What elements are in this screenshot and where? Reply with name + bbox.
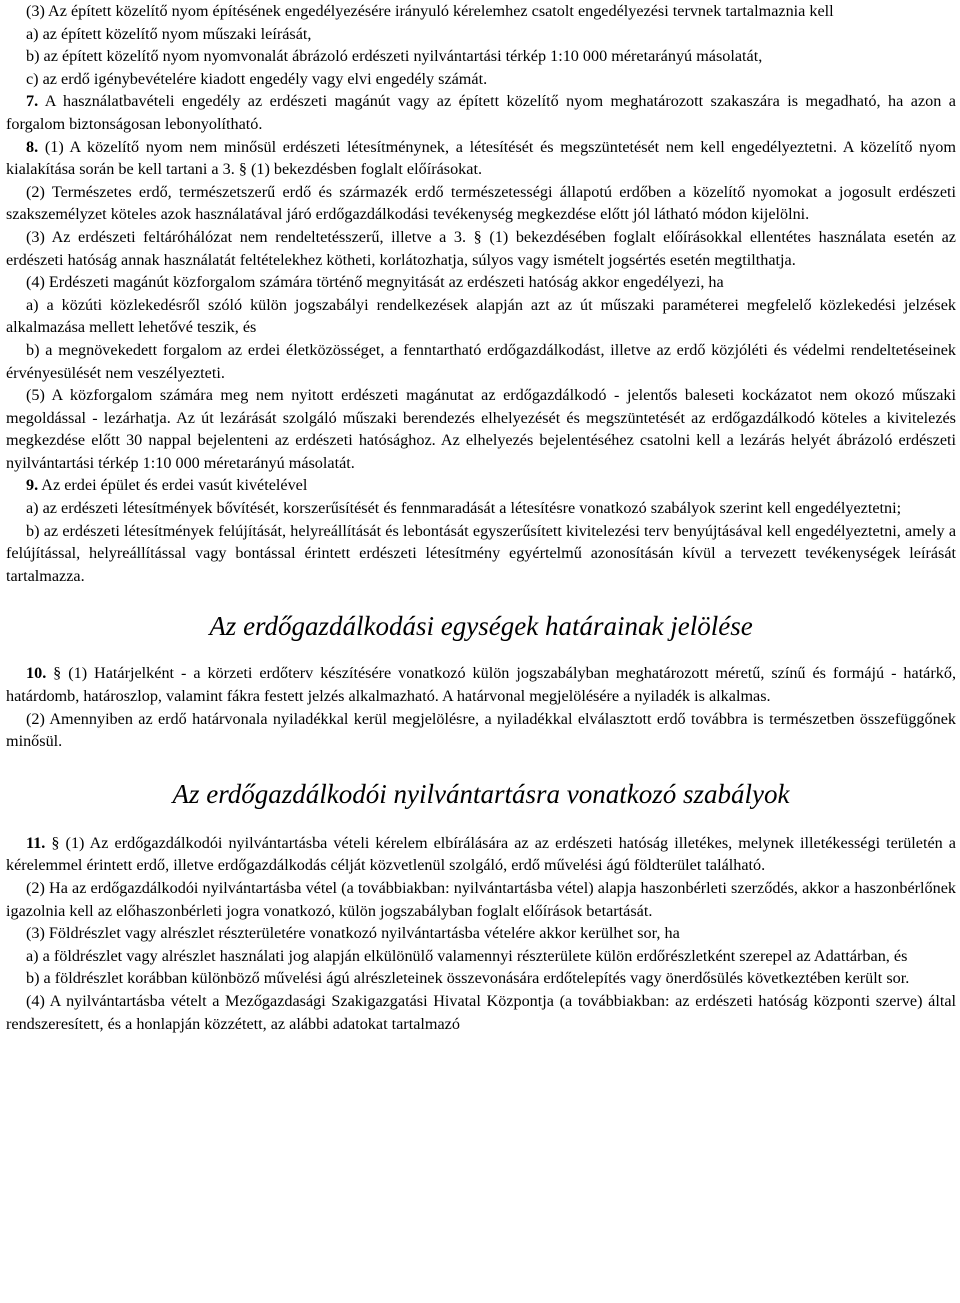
section-heading-registry: Az erdőgazdálkodói nyilvántartásra vonatkozó szabályok	[172, 778, 790, 809]
section-number: 8.	[26, 137, 39, 156]
paragraph	[6, 990, 956, 1035]
paragraph-text: (3) Földrészlet vagy alrészlet részterületére vonatkozó nyilvántartásba vételére akkor kerülhet sor, ha	[26, 924, 680, 943]
section-number: 9.	[26, 476, 39, 495]
paragraph-text: (5) A közforgalom számára meg nem nyitott erdészeti magánutat az erdőgazdálkodó - jelentős baleseti kockázatot nem okozó műszaki megoldással - lezárhatja. Az út lezárását szolgáló műszaki berendezés elhelyezését és megszüntetését az erdőgazdálkodó köteles a kivitelezés megkezdése előtt 30 nappal bejelenteni az erdészeti hatósághoz. Az elhelyezés bejelentéséhez csatolni kell a lezárás helyét ábrázoló erdészeti nyilvántartási térkép 1:10 000 méretarányú másolatát.	[6, 386, 956, 472]
paragraph-text: (1) A közelítő nyom nem minősül erdészeti létesítménynek, a létesítését és megszüntetését nem kell engedélyeztetni. A közelítő nyom kialakítása során be kell tartani a 3. § (1) bekezdésben foglalt előírásokat.	[6, 137, 956, 179]
paragraph	[6, 90, 956, 135]
section-number: 11.	[26, 833, 46, 852]
paragraph	[6, 68, 956, 91]
paragraph	[6, 384, 956, 474]
paragraph	[6, 339, 956, 384]
paragraph-text: a) az épített közelítő nyom műszaki leírását,	[26, 24, 312, 43]
paragraph	[6, 520, 956, 588]
section-number: 10.	[26, 664, 47, 683]
paragraph	[6, 226, 956, 271]
paragraph	[6, 474, 956, 497]
paragraph	[6, 497, 956, 520]
paragraph-text: (2) Amennyiben az erdő határvonala nyiladékkal kerül megjelölésre, a nyiladékkal elválasztott erdő továbbra is természetben összefüggőnek minősül.	[6, 709, 956, 751]
paragraph	[6, 45, 956, 68]
paragraph-text: (2) Ha az erdőgazdálkodói nyilvántartásba vétel (a továbbiakban: nyilvántartásba vétel) alapja haszonbérleti szerződés, akkor a haszonbérlőnek igazolnia kell az előhaszonbérleti jogra vonatkozó, külön jogszabályban foglalt előírások betartását.	[6, 879, 956, 920]
paragraph-text: b) az épített közelítő nyom nyomvonalát ábrázoló erdészeti nyilvántartási térkép 1:10 000 méretarányú másolatát,	[26, 47, 763, 66]
paragraph-text: (2) Természetes erdő, természetszerű erdő és származék erdő természetességi állapotú erdőben a közelítő nyomokat a jogosult erdészeti szakszemélyzet köteles azok használatával járó erdőgazdálkodási tevékenység megkezdése előtt jól látható módon kijelölni.	[6, 182, 956, 224]
paragraph-text: (4) Erdészeti magánút közforgalom számára történő megnyitását az erdészeti hatóság akkor engedélyezi, ha	[26, 273, 724, 292]
paragraph	[6, 967, 956, 990]
section-heading-boundaries: Az erdőgazdálkodási egységek határainak jelölése	[209, 611, 753, 642]
paragraph	[6, 23, 956, 46]
paragraph	[6, 945, 956, 968]
paragraph	[6, 662, 956, 707]
section-number: 7.	[26, 92, 39, 111]
paragraph-text: Az erdei épület és erdei vasút kivételével	[38, 476, 308, 495]
paragraph	[6, 0, 956, 23]
paragraph-text: § (1) Az erdőgazdálkodói nyilvántartásba vételi kérelem elbírálására az az erdészeti hatóság illetékes, melynek illetékességi területén a kérelemmel érintett erdő, illetve erdőgazdálkodás célját közvetlenül szolgáló, erdő művelési ágú földterület található.	[6, 833, 956, 875]
section-road-permits	[6, 0, 956, 587]
paragraph-text: c) az erdő igénybevételére kiadott engedély vagy elvi engedély számát.	[26, 69, 488, 88]
section-boundary-marking	[6, 662, 956, 752]
paragraph	[6, 877, 956, 922]
paragraph-text: b) a földrészlet korábban különböző művelési ágú alrészleteinek összevonására erdőtelepítés vagy önerdősülés következtében került sor.	[26, 969, 910, 988]
paragraph	[6, 832, 956, 877]
paragraph-text: b) az erdészeti létesítmények felújítását, helyreállítását és lebontását egyszerűsített kivitelezési terv benyújtásával kell engedélyeztetni, amely a felújítással, helyreállítással vagy bontással érintett erdészeti létesítmény egyértelmű azonosításán kívül a tervezett tevékenységek leírását tartalmazza.	[6, 521, 956, 585]
paragraph-text: a) a földrészlet vagy alrészlet használati jog alapján elkülönülő valamennyi részterülete külön erdőrészletként szerepel az Adattárban, és	[26, 946, 908, 965]
paragraph-text: A használatbavételi engedély az erdészeti magánút vagy az épített közelítő nyom meghatározott szakaszára is megadható, ha azon a forgalom biztonságosan lebonyolítható.	[6, 92, 956, 133]
paragraph-text: § (1) Határjelként - a körzeti erdőterv készítésére vonatkozó külön jogszabályban meghatározott méretű, színű és formájú - határkő, határdomb, határoszlop, valamint fákra festett jelzés alkalmazható. A határvonal megjelölésére a nyiladék is alkalmas.	[6, 664, 956, 706]
paragraph-text: a) az erdészeti létesítmények bővítését, korszerűsítését és fennmaradását a létesítésre vonatkozó szabályok szerint kell engedélyeztetni;	[26, 499, 902, 518]
paragraph-text: (4) A nyilvántartásba vételt a Mezőgazdasági Szakigazgatási Hivatal Központja (a továbbiakban: az erdészeti hatóság központi szerve) által rendszeresített, és a honlapján közzétett, az alábbi adatokat tartalmazó	[6, 991, 956, 1033]
paragraph	[6, 136, 956, 181]
paragraph	[6, 294, 956, 339]
paragraph	[6, 271, 956, 294]
section-registry-rules	[6, 832, 956, 1035]
paragraph-text: b) a megnövekedett forgalom az erdei életközösséget, a fenntartható erdőgazdálkodást, illetve az erdő közjóléti és védelmi rendeltetéseinek érvényesülését nem veszélyezteti.	[6, 340, 956, 382]
paragraph-text: a) a közúti közlekedésről szóló külön jogszabályi rendelkezések alapján azt az út műszaki paraméterei megfelelő közlekedési jelzések alkalmazása mellett lehetővé teszik, és	[6, 295, 956, 337]
paragraph-text: (3) Az erdészeti feltáróhálózat nem rendeltetésszerű, illetve a 3. § (1) bekezdésében foglalt előírásokkal ellentétes használata esetén az erdészeti hatóság annak használatát feltételekhez kötheti, korlátozhatja, súlyos vagy ismételt jogsértés esetén megtilthatja.	[6, 227, 956, 269]
paragraph-text: (3) Az épített közelítő nyom építésének engedélyezésére irányuló kérelemhez csatolt engedélyezési tervnek tartalmaznia kell	[26, 2, 834, 20]
paragraph	[6, 922, 956, 945]
paragraph	[6, 181, 956, 226]
paragraph	[6, 708, 956, 753]
